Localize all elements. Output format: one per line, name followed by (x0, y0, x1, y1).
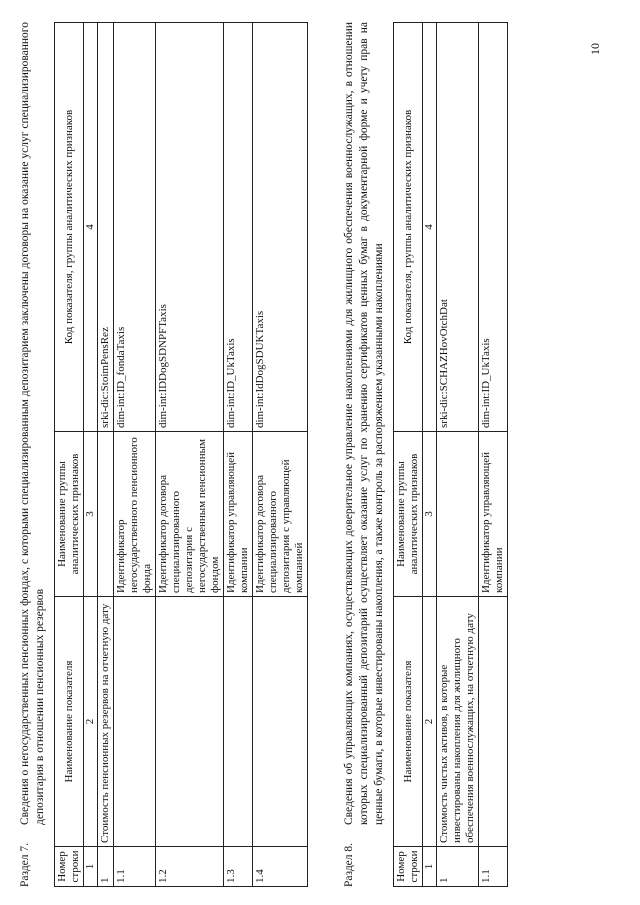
cell-indicator-name (224, 597, 253, 847)
col-number: 2 (423, 597, 437, 847)
cell-row-number: 1.2 (156, 847, 224, 887)
header-indicator-name: Наименование показателя (55, 597, 84, 847)
table-header-row (55, 23, 84, 887)
cell-group-name: Идентификатор договора специализированного депозитария с управляющей компанией (253, 432, 308, 597)
page-number: 10 (588, 43, 602, 55)
section-7-label: Раздел 7. (19, 842, 31, 887)
cell-code: dim-int:ID_fondaTaxis (114, 23, 156, 432)
header-code: Код показателя, группы аналитических признаков (55, 23, 84, 432)
cell-group-name: Идентификатор негосударственного пенсионного фонда (114, 432, 156, 597)
cell-row-number: 1 (98, 847, 114, 887)
cell-group-name: Идентификатор договора специализированного депозитария с негосударственным пенсионным фондом (156, 432, 224, 597)
header-row-number: Номер строки (55, 847, 84, 887)
column-number-row (423, 23, 437, 887)
table-row (156, 23, 224, 887)
cell-code: dim-int:IdDogSDUKTaxis (253, 23, 308, 432)
section-8-title: Сведения об управляющих компаниях, осуществляющих доверительное управление накоплениями для жилищного обеспечения военнослужащих, в отношении которых специализированный депозитарий осуществляет оказание услуг по хранению сертификатов ценных бумаг в документарной форме и учету прав на ценные бумаги, в которые инвестированы накопления, а также контроль за распоряжением указанными накоплениями (343, 22, 385, 825)
cell-row-number: 1.1 (114, 847, 156, 887)
section-7-title: Сведения о негосударственных пенсионных фондах, с которыми специализированным депозитарием заключены договоры на оказание услуг специализированного депозитария в отношении пенсионных резервов (19, 22, 46, 825)
table-row (224, 23, 253, 887)
cell-row-number: 1.1 (479, 847, 508, 887)
cell-group-name: Идентификатор управляющей компании (479, 432, 508, 597)
header-row-number: Номер строки (394, 847, 423, 887)
table-row (98, 23, 114, 887)
header-code: Код показателя, группы аналитических признаков (394, 23, 423, 432)
header-indicator-name: Наименование показателя (394, 597, 423, 847)
header-group-name: Наименование группы аналитических признаков (55, 432, 84, 597)
cell-group-name (98, 432, 114, 597)
col-number: 1 (423, 847, 437, 887)
cell-row-number: 1.4 (253, 847, 308, 887)
section-7 (18, 22, 308, 887)
cell-indicator-name (479, 597, 508, 847)
col-number: 3 (423, 432, 437, 597)
section-8-table (393, 22, 508, 887)
cell-indicator-name: Стоимость пенсионных резервов на отчетную дату (98, 597, 114, 847)
cell-indicator-name (114, 597, 156, 847)
cell-code: dim-int:ID_UkTaxis (479, 23, 508, 432)
section-8 (342, 22, 508, 887)
cell-code: dim-int:ID_UkTaxis (224, 23, 253, 432)
cell-group-name (437, 432, 479, 597)
column-number-row (84, 23, 98, 887)
table-header-row (394, 23, 423, 887)
cell-indicator-name (156, 597, 224, 847)
table-row (479, 23, 508, 887)
table-row (253, 23, 308, 887)
section-7-table (54, 22, 308, 887)
table-row (114, 23, 156, 887)
cell-row-number: 1.3 (224, 847, 253, 887)
section-7-heading (18, 22, 48, 887)
cell-indicator-name: Стоимость чистых активов, в которые инвестированы накопления для жилищного обеспечения военнослужащих, на отчетную дату (437, 597, 479, 847)
section-8-heading (342, 22, 387, 887)
col-number: 4 (423, 23, 437, 432)
cell-indicator-name (253, 597, 308, 847)
cell-group-name: Идентификатор управляющей компании (224, 432, 253, 597)
cell-code: dim-int:IDDogSDNPFTaxis (156, 23, 224, 432)
cell-code: srki-dic:SCHAZHovOtchDat (437, 23, 479, 432)
col-number: 1 (84, 847, 98, 887)
section-8-label: Раздел 8. (343, 842, 355, 887)
col-number: 3 (84, 432, 98, 597)
cell-code: srki-dic:StoimPensRez (98, 23, 114, 432)
col-number: 2 (84, 597, 98, 847)
header-group-name: Наименование группы аналитических признаков (394, 432, 423, 597)
table-row (437, 23, 479, 887)
col-number: 4 (84, 23, 98, 432)
cell-row-number: 1 (437, 847, 479, 887)
